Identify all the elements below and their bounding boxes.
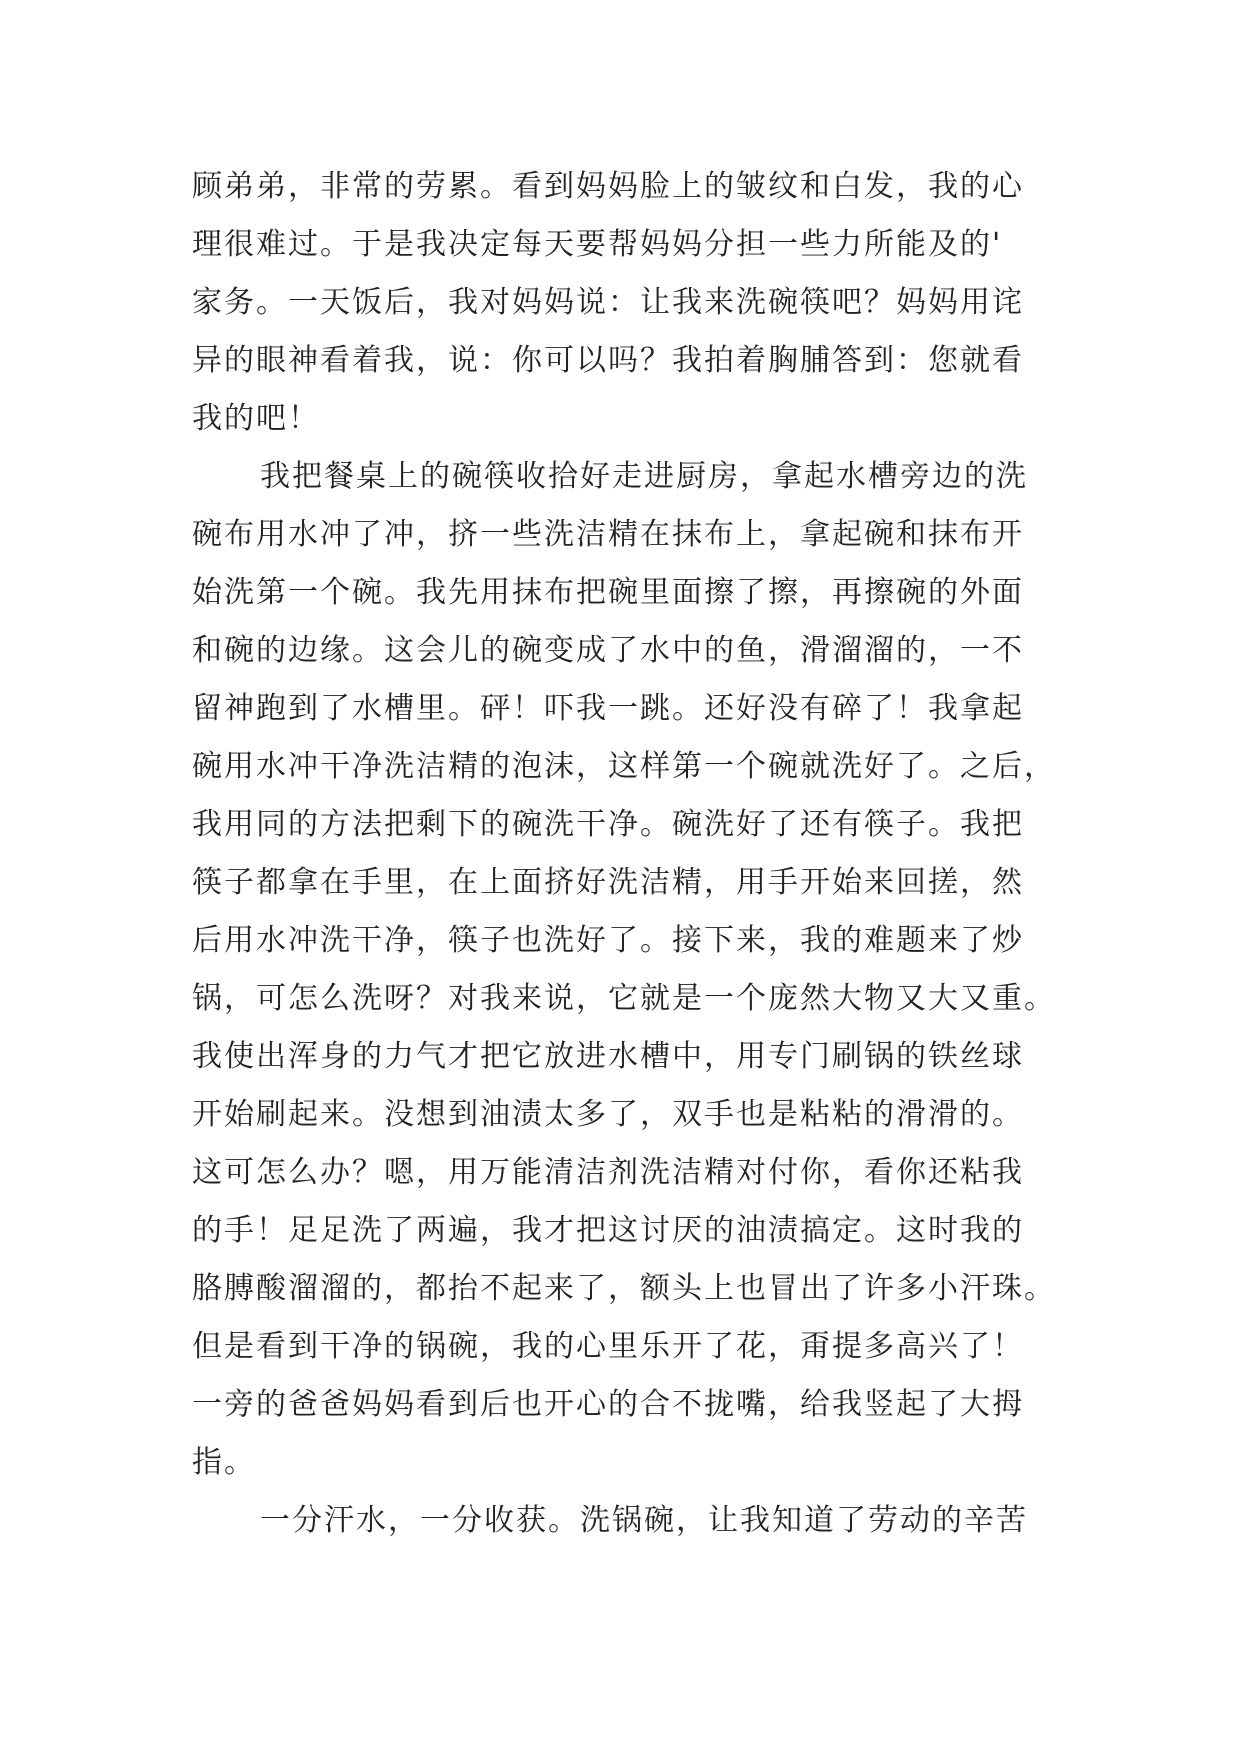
body-text <box>192 158 1072 1550</box>
text-line: 碗用水冲干净洗洁精的泡沫，这样第一个碗就洗好了。之后， <box>192 749 1056 784</box>
text-line: 始洗第一个碗。我先用抹布把碗里面擦了擦，再擦碗的外面 <box>192 575 1024 610</box>
text-line: 顾弟弟，非常的劳累。看到妈妈脸上的皱纹和白发，我的心 <box>192 169 1024 204</box>
text-line: 胳膊酸溜溜的，都抬不起来了，额头上也冒出了许多小汗珠。 <box>192 1271 1056 1306</box>
text-line: 开始刷起来。没想到油渍太多了，双手也是粘粘的滑滑的。 <box>192 1097 1024 1132</box>
text-line: 锅，可怎么洗呀？对我来说，它就是一个庞然大物又大又重。 <box>192 981 1056 1016</box>
text-line: 理很难过。于是我决定每天要帮妈妈分担一些力所能及的' <box>192 227 1003 262</box>
paragraph-first-line: 我把餐桌上的碗筷收拾好走进厨房，拿起水槽旁边的洗 <box>260 459 1028 494</box>
text-line: 筷子都拿在手里，在上面挤好洗洁精，用手开始来回搓，然 <box>192 865 1024 900</box>
text-line: 碗布用水冲了冲，挤一些洗洁精在抹布上，拿起碗和抹布开 <box>192 517 1024 552</box>
text-line: 我的吧！ <box>192 401 320 436</box>
text-line: 我使出浑身的力气才把它放进水槽中，用专门刷锅的铁丝球 <box>192 1039 1024 1074</box>
text-line: 后用水冲洗干净，筷子也洗好了。接下来，我的难题来了炒 <box>192 923 1024 958</box>
text-line: 这可怎么办？嗯，用万能清洁剂洗洁精对付你，看你还粘我 <box>192 1155 1024 1190</box>
text-line: 的手！足足洗了两遍，我才把这讨厌的油渍搞定。这时我的 <box>192 1213 1024 1248</box>
text-line: 留神跑到了水槽里。砰！吓我一跳。还好没有碎了！我拿起 <box>192 691 1024 726</box>
text-line: 异的眼神看着我，说：你可以吗？我拍着胸脯答到：您就看 <box>192 343 1024 378</box>
text-line: 但是看到干净的锅碗，我的心里乐开了花，甭提多高兴了！ <box>192 1329 1024 1364</box>
text-line: 一旁的爸爸妈妈看到后也开心的合不拢嘴，给我竖起了大拇 <box>192 1387 1024 1422</box>
paragraph-first-line: 一分汗水，一分收获。洗锅碗，让我知道了劳动的辛苦 <box>260 1503 1028 1538</box>
text-line: 指。 <box>192 1445 256 1480</box>
text-line: 和碗的边缘。这会儿的碗变成了水中的鱼，滑溜溜的，一不 <box>192 633 1024 668</box>
text-line: 家务。一天饭后，我对妈妈说：让我来洗碗筷吧？妈妈用诧 <box>192 285 1024 320</box>
text-line: 我用同的方法把剩下的碗洗干净。碗洗好了还有筷子。我把 <box>192 807 1024 842</box>
